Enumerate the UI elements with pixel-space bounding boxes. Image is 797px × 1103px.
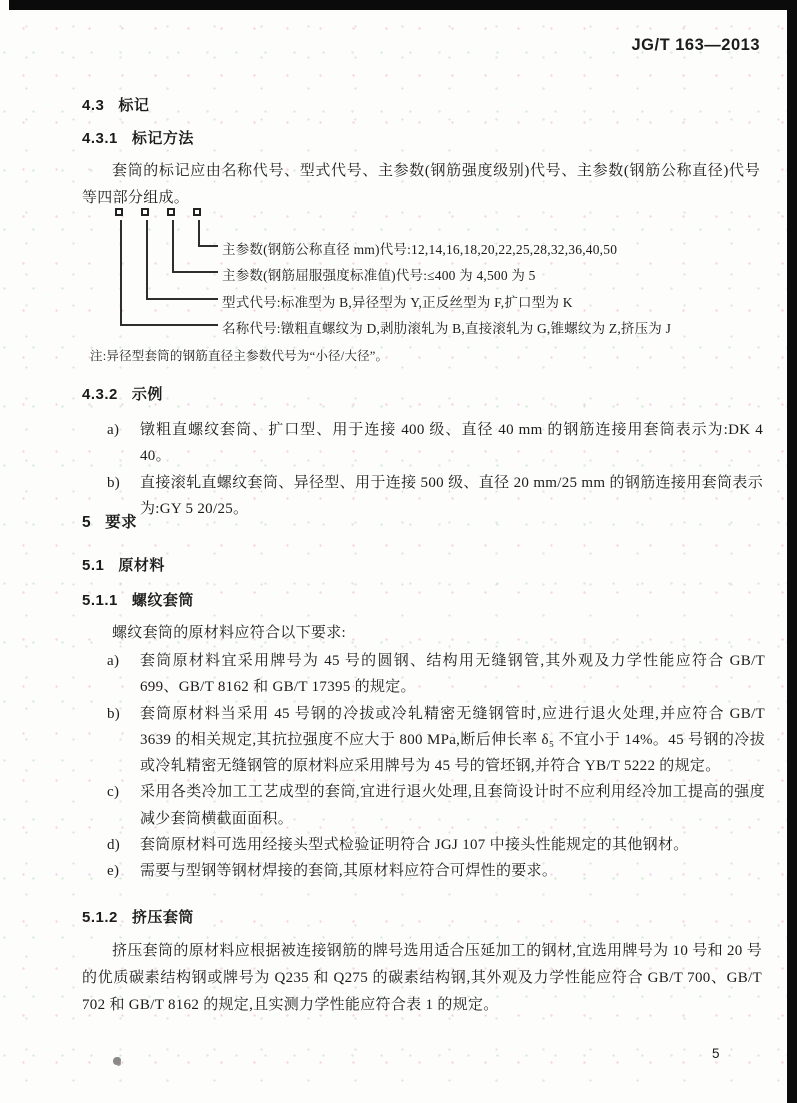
section-number: 5 — [82, 514, 92, 531]
item-text: 套筒原材料可选用经接头型式检验证明符合 JGJ 107 中接头性能规定的其他钢材。 — [140, 837, 689, 854]
connector-line — [172, 220, 174, 273]
scan-edge-right — [787, 0, 797, 1103]
item-marker: c) — [107, 784, 120, 801]
section-number: 5.1 — [82, 557, 105, 574]
section-4-3-heading — [82, 94, 149, 115]
section-title: 要求 — [105, 514, 138, 531]
marking-method-paragraph: 套筒的标记应由名称代号、型式代号、主参数(钢筋强度级别)代号、主参数(钢筋公称直径)代号等四部分组成。 — [82, 163, 760, 206]
diagram-label-type: 型式代号:标准型为 B,异径型为 Y,正反丝型为 F,扩口型为 K — [222, 295, 573, 310]
connector-line — [120, 220, 122, 326]
diagram-label-strength: 主参数(钢筋屈服强度标准值)代号:≤400 为 4,500 为 5 — [222, 268, 536, 283]
item-marker: a) — [107, 653, 120, 669]
section-title: 螺纹套筒 — [131, 592, 194, 609]
examples-list — [107, 417, 763, 522]
item-marker: a) — [107, 422, 120, 438]
item-text: 需要与型钢等钢材焊接的套筒,其原材料应符合可焊性的要求。 — [140, 863, 558, 880]
diagram-note: 注:异径型套筒的钢筋直径主参数代号为“小径/大径”。 — [90, 349, 389, 363]
scan-edge-top — [9, 0, 797, 10]
section-4-3-2-heading — [82, 383, 163, 404]
section-title: 原材料 — [118, 557, 165, 574]
item-marker: e) — [107, 863, 120, 880]
section-number: 5.1.2 — [82, 909, 118, 926]
connector-line — [120, 324, 218, 326]
item-text: 套筒原材料宜采用牌号为 45 号的圆钢、结构用无缝钢管,其外观及力学性能应符合 GB/T 699、GB/T 8162 和 GB/T 17395 的规定。 — [140, 653, 765, 696]
code-box-2 — [141, 208, 149, 216]
section-title: 标记 — [118, 97, 150, 114]
section-4-3-1-heading — [82, 127, 194, 148]
section-5-1-heading — [82, 554, 165, 575]
item-text: 镦粗直螺纹套筒、扩口型、用于连接 400 级、直径 40 mm 的钢筋连接用套筒表示为:DK 4 40。 — [140, 422, 763, 465]
connector-line — [198, 245, 218, 247]
item-text: 套筒原材料当采用 45 号钢的冷拔或冷轧精密无缝钢管时,应进行退火处理,并应符合 GB/T 3639 的相关规定,其抗拉强度不应大于 800 MPa,断后伸长率 δ₅ 不宜小于 14%。45 号钢的冷拔或冷轧精密无缝钢管的原材料应采用牌号为 45 号的管坯钢,并符合 YB/T 5222 的规定。 — [140, 705, 765, 775]
list-item — [107, 832, 765, 858]
standard-code-header: JG/T 163—2013 — [631, 36, 760, 54]
item-marker: b) — [107, 474, 121, 491]
connector-line — [146, 298, 218, 300]
item-marker: d) — [107, 837, 121, 854]
section-number: 4.3 — [82, 97, 105, 114]
marking-code-diagram — [82, 205, 782, 347]
section-5-heading — [82, 510, 137, 532]
connector-line — [198, 220, 200, 247]
section-5-1-1-heading — [82, 589, 194, 610]
page-number: 5 — [712, 1046, 720, 1061]
threaded-coupler-intro: 螺纹套筒的原材料应符合以下要求: — [112, 625, 346, 641]
section-number: 5.1.1 — [82, 592, 118, 609]
section-number: 4.3.2 — [82, 386, 118, 403]
section-title: 标记方法 — [131, 130, 194, 147]
list-item — [107, 417, 763, 470]
list-item — [107, 779, 765, 832]
list-item — [107, 858, 765, 884]
code-box-4 — [193, 208, 201, 216]
extrusion-coupler-paragraph: 挤压套筒的原材料应根据被连接钢筋的牌号选用适合压延加工的钢材,宜选用牌号为 10 号和 20 号的优质碳素结构钢或牌号为 Q235 和 Q275 的碳素结构钢,其外观及力学性能应符合 GB/T 700、GB/T 702 和 GB/T 8162 的规定,且实测力学性能应符合表 1 的规定。 — [82, 943, 762, 1013]
diagram-label-diameter: 主参数(钢筋公称直径 mm)代号:12,14,16,18,20,22,25,28,32,36,40,50 — [222, 242, 618, 257]
ink-smudge — [113, 1057, 121, 1065]
list-item — [107, 648, 765, 701]
section-title: 示例 — [131, 386, 163, 403]
code-box-1 — [115, 208, 123, 216]
section-title: 挤压套筒 — [131, 909, 194, 926]
raw-material-requirements-list — [107, 648, 765, 885]
section-5-1-2-heading — [82, 906, 194, 927]
connector-line — [172, 271, 218, 273]
item-marker: b) — [107, 705, 121, 722]
item-text: 采用各类冷加工工艺成型的套筒,宜进行退火处理,且套筒设计时不应利用经冷加工提高的强度减少套筒横截面面积。 — [140, 784, 765, 827]
list-item — [107, 701, 765, 780]
connector-line — [146, 220, 148, 300]
diagram-label-name: 名称代号:镦粗直螺纹为 D,剥肋滚轧为 B,直接滚轧为 G,锥螺纹为 Z,挤压为 J — [222, 321, 672, 336]
item-text: 直接滚轧直螺纹套筒、异径型、用于连接 500 级、直径 20 mm/25 mm 的钢筋连接用套筒表示为:GY 5 20/25。 — [140, 474, 763, 517]
code-box-3 — [167, 208, 175, 216]
list-item — [107, 470, 763, 523]
section-number: 4.3.1 — [82, 130, 118, 147]
